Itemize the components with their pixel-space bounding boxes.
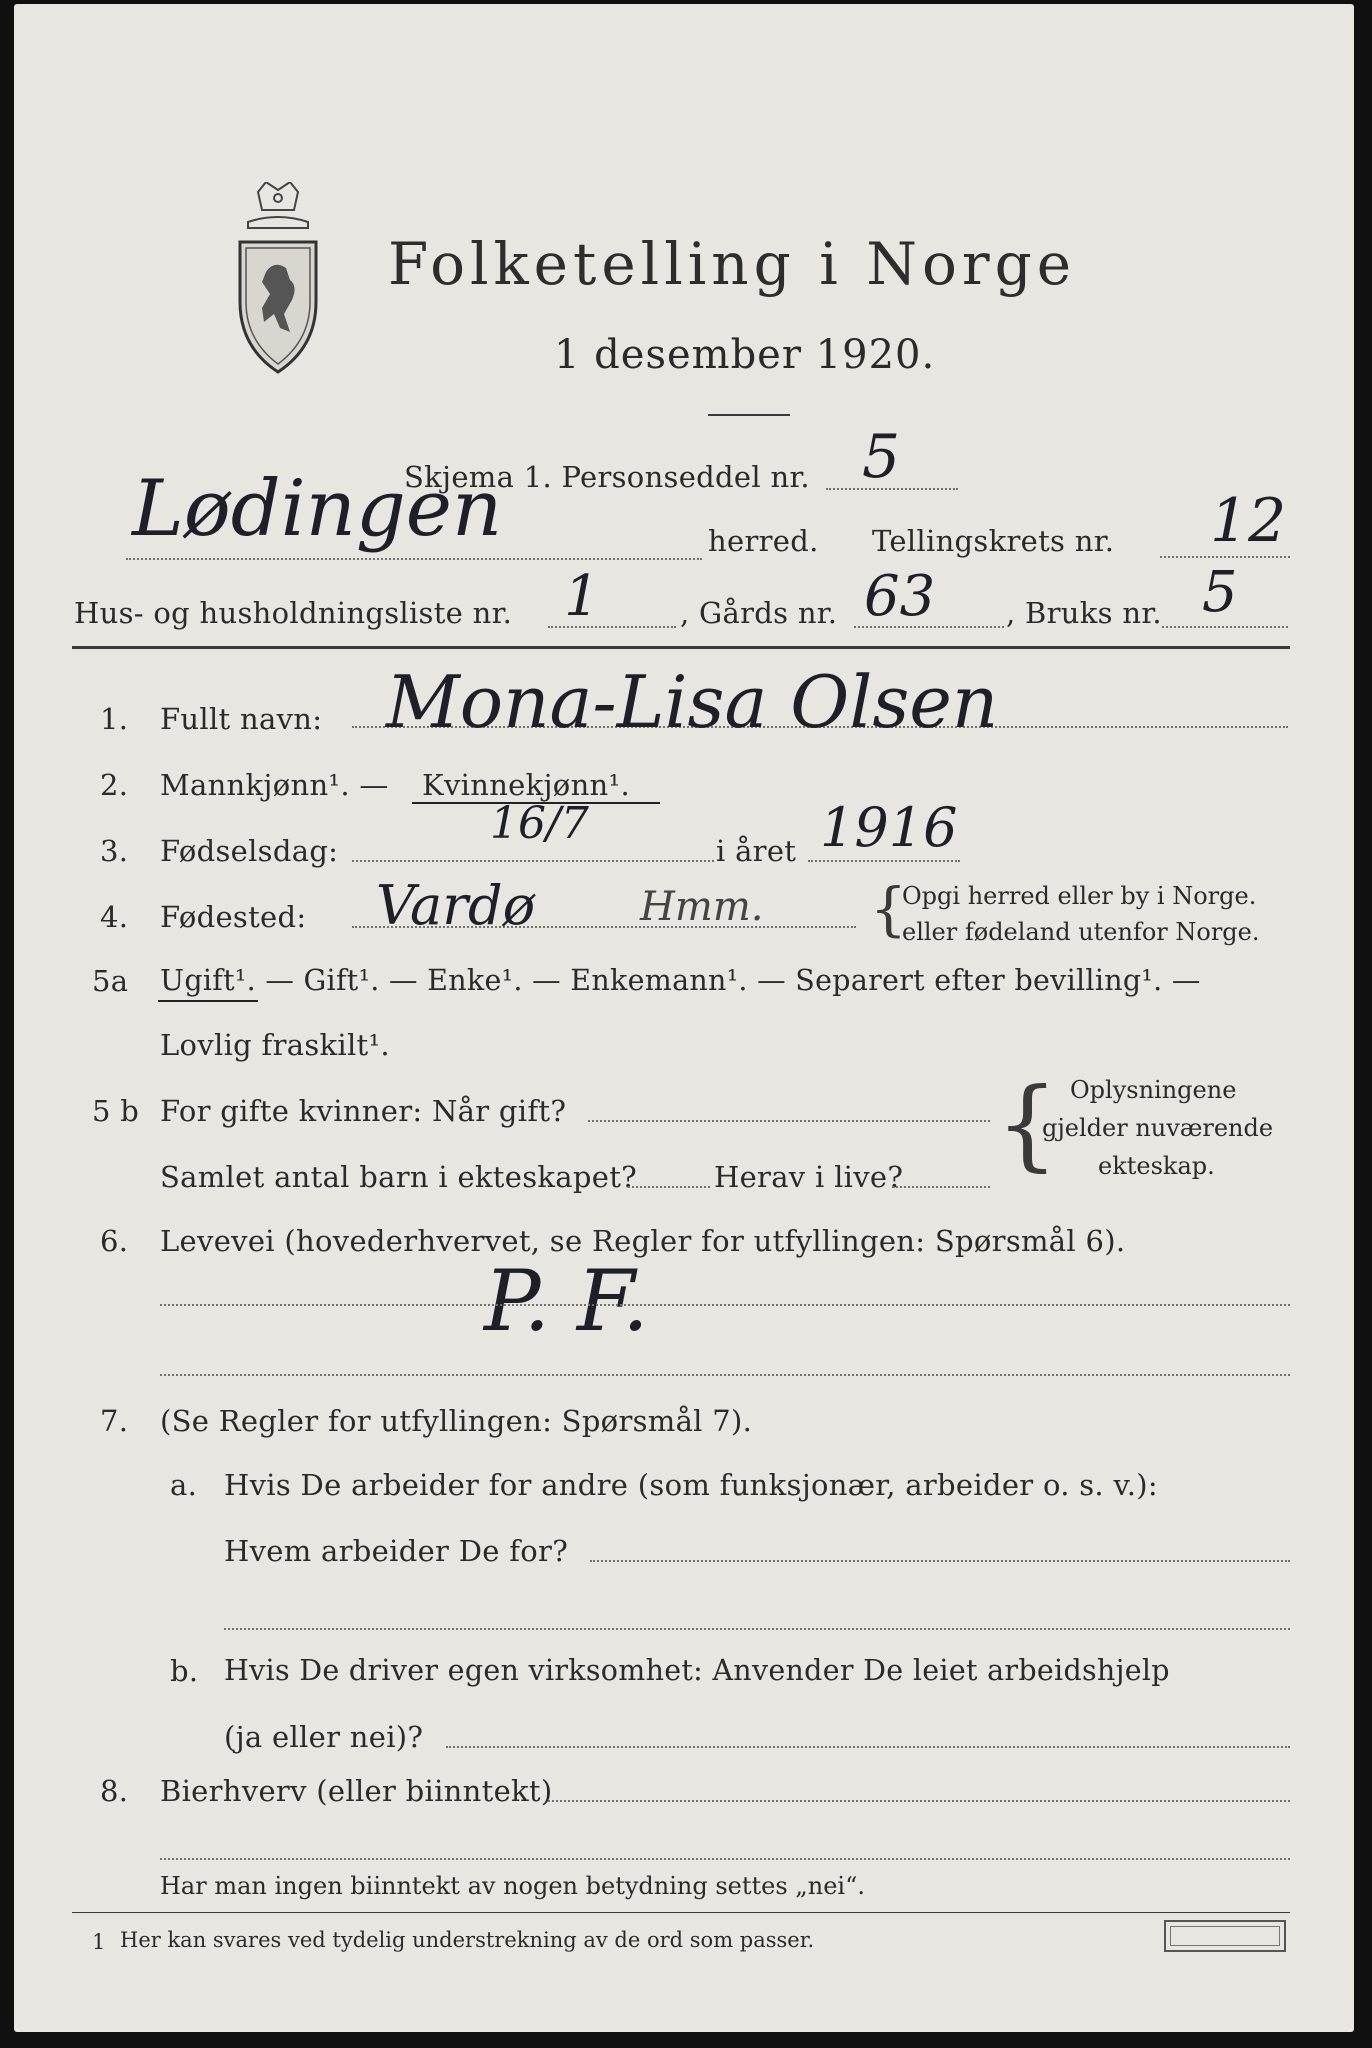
municipality-field-line xyxy=(126,558,702,560)
bruks-label: , Bruks nr. xyxy=(1006,596,1162,630)
tellingskrets-field-line xyxy=(1160,556,1290,558)
q1-number: 1. xyxy=(100,702,129,736)
q2-female-option: Kvinnekjønn¹. xyxy=(422,768,630,802)
title-divider xyxy=(708,414,790,416)
q6-field-line-1 xyxy=(160,1304,1290,1306)
q3-year-label: i året xyxy=(716,834,797,868)
q3-number: 3. xyxy=(100,834,129,868)
tellingskrets-label: Tellingskrets nr. xyxy=(872,524,1115,558)
q5b-children-field-line xyxy=(628,1186,710,1188)
q7a-field-line-1 xyxy=(590,1560,1290,1562)
q6-field-line-2 xyxy=(160,1374,1290,1376)
q8-note: Har man ingen biinntekt av nogen betydning settes „nei“. xyxy=(160,1872,865,1900)
q4-note-brace: { xyxy=(870,875,907,943)
q5b-married-field-line xyxy=(588,1120,990,1122)
q6-number: 6. xyxy=(100,1224,129,1258)
q7b-label: Hvis De driver egen virksomhet: Anvender De leiet arbeidshjelp xyxy=(224,1654,1170,1687)
q1-label: Fullt navn: xyxy=(160,702,323,736)
footnote-separator xyxy=(72,1912,1290,1913)
q3-day-field-line xyxy=(352,860,714,862)
q8-field-line-1 xyxy=(548,1800,1290,1802)
q7a-letter: a. xyxy=(170,1468,198,1502)
q3-year-field-line xyxy=(808,860,960,862)
q8-label: Bierhverv (eller biinntekt) xyxy=(160,1774,553,1808)
q6-occupation-value: P. F. xyxy=(484,1252,649,1350)
q4-note-line1: Opgi herred eller by i Norge. xyxy=(902,882,1257,910)
q7-number: 7. xyxy=(100,1404,129,1438)
q5b-label3: Herav i live? xyxy=(714,1160,904,1194)
q7b-letter: b. xyxy=(170,1654,199,1688)
census-form-sheet xyxy=(14,4,1354,2032)
q4-birthplace-value-2: Hmm. xyxy=(640,884,764,930)
footnote-text: Her kan svares ved tydelig understrekning av de ord som passer. xyxy=(120,1928,815,1952)
bruks-field-line xyxy=(1162,626,1288,628)
q8-number: 8. xyxy=(100,1774,129,1808)
tellingskrets-value: 12 xyxy=(1210,486,1287,556)
q3-label: Fødselsdag: xyxy=(160,834,339,868)
coat-of-arms-icon xyxy=(228,182,328,382)
q2-male-option: Mannkjønn¹. — xyxy=(160,768,389,802)
printer-stamp xyxy=(1164,1920,1286,1952)
q5a-number: 5a xyxy=(92,964,129,998)
q7-label: (Se Regler for utfyllingen: Spørsmål 7). xyxy=(160,1404,753,1438)
q5b-note-brace: { xyxy=(996,1068,1059,1182)
q7b-field-line xyxy=(446,1746,1290,1748)
q3-day-value: 16/7 xyxy=(490,798,589,849)
q5b-number: 5 b xyxy=(92,1094,140,1128)
q2-number: 2. xyxy=(100,768,129,802)
q5b-label2: Samlet antal barn i ekteskapet? xyxy=(160,1160,637,1194)
q5b-alive-field-line xyxy=(892,1186,990,1188)
q3-year-value: 1916 xyxy=(820,796,958,859)
form-title: Folketelling i Norge xyxy=(388,230,1077,298)
q5b-note-line3: ekteskap. xyxy=(1098,1152,1215,1180)
q5a-ugift-underline xyxy=(158,1000,258,1002)
form-date: 1 desember 1920. xyxy=(554,332,936,378)
q1-full-name-value: Mona-Lisa Olsen xyxy=(386,660,999,744)
q7b-label2: (ja eller nei)? xyxy=(224,1720,424,1754)
q5b-note-line2: gjelder nuværende xyxy=(1042,1114,1274,1142)
header-separator xyxy=(72,646,1290,649)
municipality-value: Lødingen xyxy=(132,464,503,554)
q4-note-line2: eller fødeland utenfor Norge. xyxy=(902,918,1260,946)
q7a-label2: Hvem arbeider De for? xyxy=(224,1534,569,1568)
q4-label: Fødested: xyxy=(160,900,307,934)
q5a-options: Ugift¹. — Gift¹. — Enke¹. — Enkemann¹. — Separert efter bevilling¹. — xyxy=(160,964,1201,997)
skjema-label: Skjema 1. Personseddel nr. xyxy=(404,460,810,494)
q4-number: 4. xyxy=(100,900,129,934)
hus-label: Hus- og husholdningsliste nr. xyxy=(74,596,513,630)
q5b-label1: For gifte kvinner: Når gift? xyxy=(160,1094,567,1128)
q5b-note-line1: Oplysningene xyxy=(1070,1076,1237,1104)
q7a-label: Hvis De arbeider for andre (som funksjonær, arbeider o. s. v.): xyxy=(224,1468,1158,1502)
hus-value: 1 xyxy=(564,564,600,629)
bruks-value: 5 xyxy=(1202,560,1238,625)
q4-birthplace-value: Vardø xyxy=(376,874,536,937)
q7a-field-line-2 xyxy=(224,1628,1290,1630)
q6-label: Levevei (hovederhvervet, se Regler for utfyllingen: Spørsmål 6). xyxy=(160,1224,1126,1258)
gards-value: 63 xyxy=(864,564,936,629)
skjema-value: 5 xyxy=(862,422,901,492)
gards-label: , Gårds nr. xyxy=(680,596,838,630)
herred-label: herred. xyxy=(708,524,819,558)
q5a-line2: Lovlig fraskilt¹. xyxy=(160,1028,390,1062)
footnote-marker: 1 xyxy=(92,1930,106,1954)
q8-field-line-2 xyxy=(160,1858,1290,1860)
